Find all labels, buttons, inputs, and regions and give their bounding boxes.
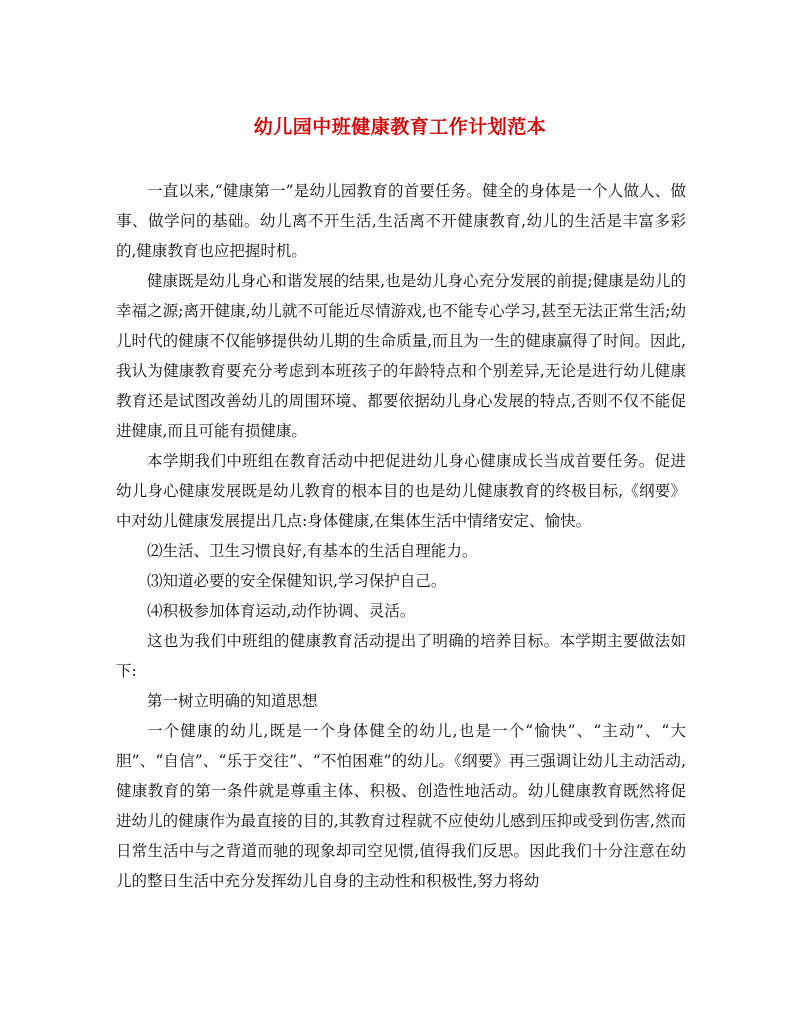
document-title: 幼儿园中班健康教育工作计划范本	[253, 116, 547, 138]
paragraph-semester-goal: 本学期我们中班组在教育活动中把促进幼儿身心健康成长当成首要任务。促进幼儿身心健康发展既是幼儿教育的根本目的也是幼儿健康教育的终极目标,《纲要》中对幼儿健康发展提出几点:身体健康,在集体生活中情绪安定、愉快。	[116, 452, 686, 530]
list-item-2: ⑵生活、卫生习惯良好,有基本的生活自理能力。	[147, 542, 478, 560]
list-item-4: ⑷积极参加体育运动,动作协调、灵活。	[147, 602, 416, 620]
paragraph-healthy-child: 一个健康的幼儿,既是一个身体健全的幼儿,也是一个“愉快”、“主动”、“大胆”、“自信”、“乐于交往”、“不怕困难”的幼儿。《纲要》再三强调让幼儿主动活动,健康教育的第一条件就是尊重主体、积极、创造性地活动。幼儿健康教育既然将促进幼儿的健康作为最直接的目的,其教育过程就不应使幼儿感到压抑或受到伤害,然而日常生活中与之背道而驰的现象却司空见惯,值得我们反思。因此我们十分注意在幼儿的整日生活中充分发挥幼儿自身的主动性和积极性,努力将幼	[116, 722, 686, 890]
paragraph-intro: 一直以来,“健康第一”是幼儿园教育的首要任务。健全的身体是一个人做人、做事、做学问的基础。幼儿离不开生活,生活离不开健康教育,幼儿的生活是丰富多彩的,健康教育也应把握时机。	[116, 182, 686, 260]
paragraph-health-importance: 健康既是幼儿身心和谐发展的结果,也是幼儿身心充分发展的前提;健康是幼儿的幸福之源;离开健康,幼儿就不可能近尽情游戏,也不能专心学习,甚至无法正常生活;幼儿时代的健康不仅能够提供幼儿期的生命质量,而且为一生的健康赢得了时间。因此,我认为健康教育要充分考虑到本班孩子的年龄特点和个别差异,无论是进行幼儿健康教育还是试图改善幼儿的周围环境、都要依据幼儿身心发展的特点,否则不仅不能促进健康,而且可能有损健康。	[116, 272, 686, 440]
paragraph-methods-intro: 这也为我们中班组的健康教育活动提出了明确的培养目标。本学期主要做法如下:	[116, 632, 686, 680]
document-body	[116, 176, 686, 896]
list-item-3: ⑶知道必要的安全保健知识,学习保护自己。	[147, 572, 447, 590]
section-heading-first: 第一树立明确的知道思想	[147, 692, 318, 710]
